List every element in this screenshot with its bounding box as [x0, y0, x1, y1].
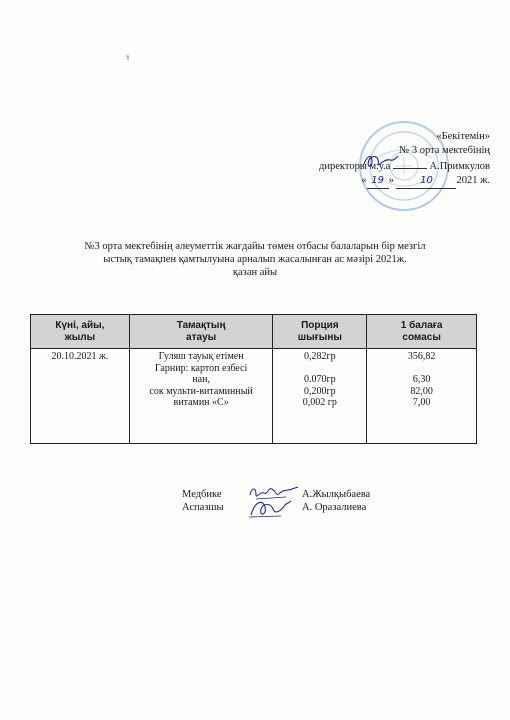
- date-day: 19: [367, 174, 389, 189]
- cell-dishes: Гуляш тауық етімен Гарнир: картоп езбесі нан, сок мульти-витаминный витамин «С»: [129, 349, 273, 444]
- medbike-name: А.Жылқыбаева: [302, 489, 371, 500]
- handwritten-signature-icon: [360, 150, 400, 172]
- date-month: 10: [396, 174, 456, 189]
- menu-title: [60, 240, 450, 279]
- director-label: директоры м.у.а: [319, 161, 391, 172]
- signatures-block: [182, 488, 422, 514]
- table-row: [31, 349, 477, 444]
- menu-table: [30, 314, 477, 444]
- date-close-quote: »: [388, 175, 394, 186]
- header-cost: 1 балаға сомасы: [367, 315, 477, 349]
- title-line-3: қазан айы: [232, 267, 278, 278]
- header-dish: Тамақтың атауы: [129, 315, 273, 349]
- title-line-1: №3 орта мектебінің әлеуметтік жағдайы төмен отбасы балаларын бір мезгіл: [84, 241, 426, 252]
- header-date: Күні, айы, жылы: [31, 315, 130, 349]
- date-open-quote: «: [361, 175, 367, 186]
- scan-speck-icon: [125, 55, 131, 61]
- table-header-row: [31, 315, 477, 349]
- cook-role: Аспазшы: [182, 502, 224, 513]
- cook-row: [182, 501, 422, 514]
- title-line-2: ыстық тамақпен қамтылуына арналып жасалынған ас мәзірі 2021ж.: [103, 254, 407, 265]
- date-year: 2021 ж.: [456, 175, 490, 186]
- approval-date: [250, 174, 490, 189]
- header-portion: Порция шығыны: [273, 315, 367, 349]
- cook-name: А. Оразалиева: [302, 502, 367, 513]
- cell-date: 20.10.2021 ж.: [31, 349, 130, 444]
- cell-portions: 0,282гр 0.070гр 0,200гр 0,002 гр: [273, 349, 367, 444]
- handwritten-signature-icon: [245, 497, 293, 521]
- medbike-role: Медбике: [182, 489, 222, 500]
- medbike-row: [182, 488, 422, 501]
- approval-school: № 3 орта мектебінің: [399, 145, 490, 156]
- cell-costs: 356,82 6,30 82,00 7,00: [367, 349, 477, 444]
- director-name: А.Примкулов: [429, 161, 490, 172]
- approval-heading: «Бекітемін»: [436, 131, 490, 142]
